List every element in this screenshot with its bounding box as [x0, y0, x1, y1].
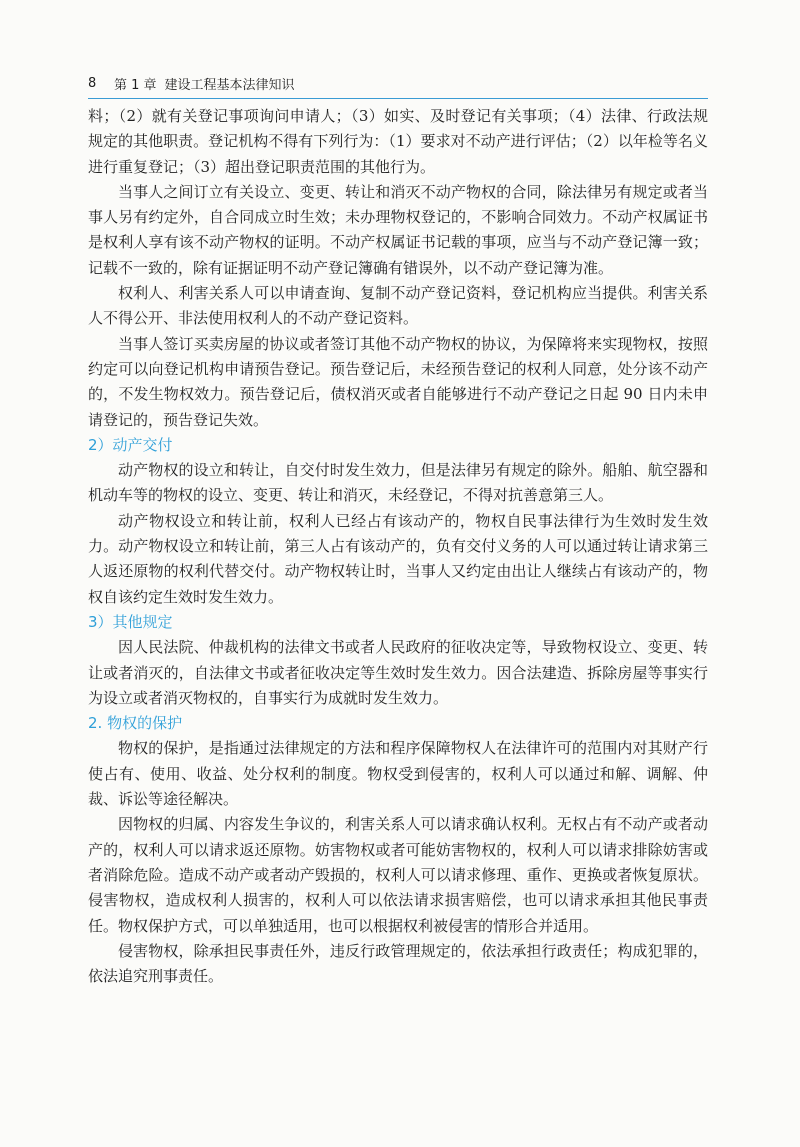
chapter-title: 建设工程基本法律知识 — [164, 77, 295, 93]
paragraph: 权利人、利害关系人可以申请查询、复制不动产登记资料，登记机构应当提供。利害关系人不得公开、非法使用权利人的不动产登记资料。 — [88, 284, 708, 328]
paragraph: 侵害物权，除承担民事责任外，违反行政管理规定的，依法承担行政责任；构成犯罪的，依法追究刑事责任。 — [88, 941, 708, 986]
paragraph: 因人民法院、仲裁机构的法律文书或者人民政府的征收决定等，导致物权设立、变更、转让或者消灭的，自法律文书或者征收决定等生效时发生效力。因合法建造、拆除房屋等事实行为设立或者消灭物权的，自事实行为成就时发生效力。 — [88, 638, 708, 707]
section-heading: 3）其他规定 — [88, 612, 173, 631]
paragraph: 当事人之间订立有关设立、变更、转让和消灭不动产物权的合同，除法律另有规定或者当事人另有约定外，自合同成立时生效；未办理物权登记的，不影响合同效力。不动产权属证书是权利人享有该不动产物权的证明。不动产权属证书记载的事项，应当与不动产登记簿一致；记载不一致的，除有证据证明不动产登记簿确有错误外，以不动产登记簿为准。 — [88, 182, 708, 277]
paragraph: 物权的保护，是指通过法律规定的方法和程序保障物权人在法律许可的范围内对其财产行使占有、使用、收益、处分权利的制度。物权受到侵害的，权利人可以通过和解、调解、仲裁、诉讼等途径解决。 — [88, 739, 708, 809]
running-header — [88, 70, 708, 96]
paragraph: 动产物权的设立和转让，自交付时发生效力，但是法律另有规定的除外。船舶、航空器和机动车等的物权的设立、变更、转让和消灭，未经登记，不得对抗善意第三人。 — [88, 461, 708, 505]
header-divider — [88, 98, 708, 99]
section-heading: 2）动产交付 — [88, 435, 173, 454]
paragraph: 动产物权设立和转让前，权利人已经占有该动产的，物权自民事法律行为生效时发生效力。动产物权设立和转让前，第三人占有该动产的，负有交付义务的人可以通过转让请求第三人返还原物的权利代替交付。动产物权转让时，当事人又约定由出让人继续占有该动产的，物权自该约定生效时发生效力。 — [88, 511, 708, 606]
page-number: 8 — [88, 75, 97, 91]
paragraph: 当事人签订买卖房屋的协议或者签订其他不动产物权的协议，为保障将来实现物权，按照约定可以向登记机构申请预告登记。预告登记后，未经预告登记的权利人同意，处分该不动产的，不发生物权效力。预告登记后，债权消灭或者自能够进行不动产登记之日起 90 日内未申请登记的，预告登记失效。 — [88, 334, 708, 429]
page-body — [88, 104, 708, 989]
section-heading: 2. 物权的保护 — [88, 714, 183, 733]
paragraph: 因物权的归属、内容发生争议的，利害关系人可以请求确认权利。无权占有不动产或者动产的，权利人可以请求返还原物。妨害物权或者可能妨害物权的，权利人可以请求排除妨害或者消除危险。造成不动产或者动产毁损的，权利人可以请求修理、重作、更换或者恢复原状。侵害物权，造成权利人损害的，权利人可以依法请求损害赔偿，也可以请求承担其他民事责任。物权保护方式，可以单独适用，也可以根据权利被侵害的情形合并适用。 — [88, 815, 708, 935]
paragraph: 料；（2）就有关登记事项询问申请人；（3）如实、及时登记有关事项；（4）法律、行政法规规定的其他职责。登记机构不得有下列行为：（1）要求对不动产进行评估；（2）以年检等名义进行重复登记；（3）超出登记职责范围的其他行为。 — [88, 107, 708, 176]
chapter-label: 第 1 章 — [114, 77, 157, 93]
